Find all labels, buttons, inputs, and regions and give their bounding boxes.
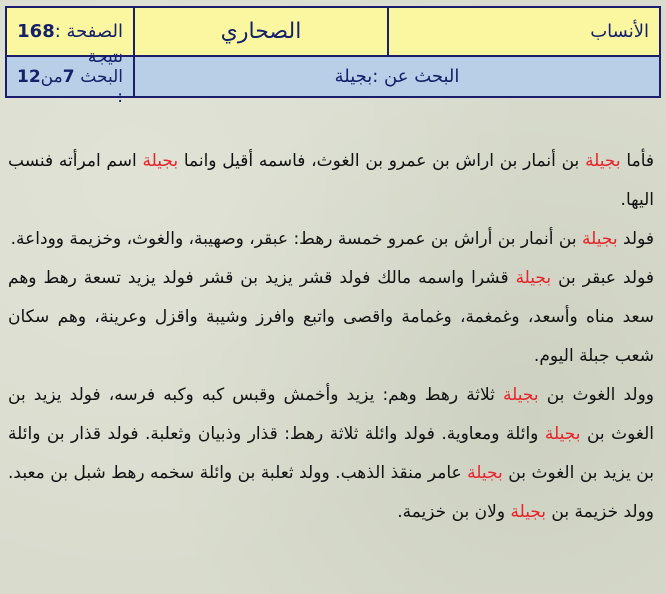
result-total: 12 — [17, 66, 41, 87]
header-row-bottom — [7, 46, 659, 107]
search-highlight: بجيلة — [510, 502, 547, 522]
book-title-cell: الصحاري — [135, 8, 389, 55]
search-highlight: بجيلة — [467, 463, 503, 483]
page-label: الصفحة : — [54, 21, 123, 42]
result-label: نتيجة البحث : — [80, 46, 123, 107]
paragraph-text: قشرا واسمه مالك فولد قشر يزيد بن قشر فولد يزيد تسعة رهط وهم سعد مناه وأسعد، وغمغمة، وغمامة واقصى واتبع وافرز وشيبة واقزل وعرينة، وهم سكان شعب جبلة اليوم. — [8, 268, 654, 366]
header-table — [5, 6, 661, 107]
document-body — [8, 142, 654, 532]
category-cell: الأنساب — [389, 8, 659, 55]
search-term: بجيلة — [334, 66, 373, 87]
result-of: من — [40, 66, 63, 87]
paragraph — [8, 142, 654, 220]
search-term-cell — [135, 57, 659, 96]
paragraph-text: بن أنمار بن اراش بن عمرو بن الغوث، فاسمه أقيل وانما — [178, 151, 586, 171]
search-highlight: بجيلة — [585, 151, 621, 171]
paragraph-text: وولد الغوث بن — [538, 385, 654, 405]
paragraph-text: وائلة ومعاوية. فولد وائلة ثلاثة رهط: قذار وذبيان وثعلبة. فولد قذار بن وائلة بن يزيد بن الغوث بن — [8, 424, 654, 483]
result-current: 7 — [62, 66, 75, 87]
search-highlight: بجيلة — [544, 424, 581, 444]
search-label: البحث عن : — [372, 66, 460, 87]
paragraph-text: عامر منقذ الذهب. وولد ثعلبة بن وائلة سخمه رهط شبل بن معبد. وولد خزيمة بن — [8, 463, 654, 522]
search-result-cell — [7, 46, 135, 107]
search-highlight: بجيلة — [503, 385, 539, 405]
paragraph-text: اسم امرأته فنسب اليها. — [8, 151, 654, 210]
page-number: 168 — [17, 21, 55, 42]
paragraph-text: ثلاثة رهط وهم: يزيد وأخمش وقبس كبه وكبه فرسه، فولد يزيد بن الغوث بن — [8, 385, 654, 444]
paragraph-text: فولد عبقر بن — [551, 268, 654, 288]
paragraph-text: فولد — [617, 229, 654, 249]
search-highlight: بجيلة — [142, 151, 179, 171]
paragraph-text: فأما — [620, 151, 655, 171]
search-highlight: بجيلة — [515, 268, 552, 288]
paragraph-text: ولان بن خزيمة. — [397, 502, 511, 522]
paragraph — [8, 259, 654, 376]
paragraph — [8, 220, 654, 259]
paragraph — [8, 376, 654, 532]
paragraph-text: بن أنمار بن أراش بن عمرو خمسة رهط: عبقر، وصهيبة، والغوث، وخزيمة ووداعة. — [10, 229, 582, 249]
search-highlight: بجيلة — [582, 229, 618, 249]
